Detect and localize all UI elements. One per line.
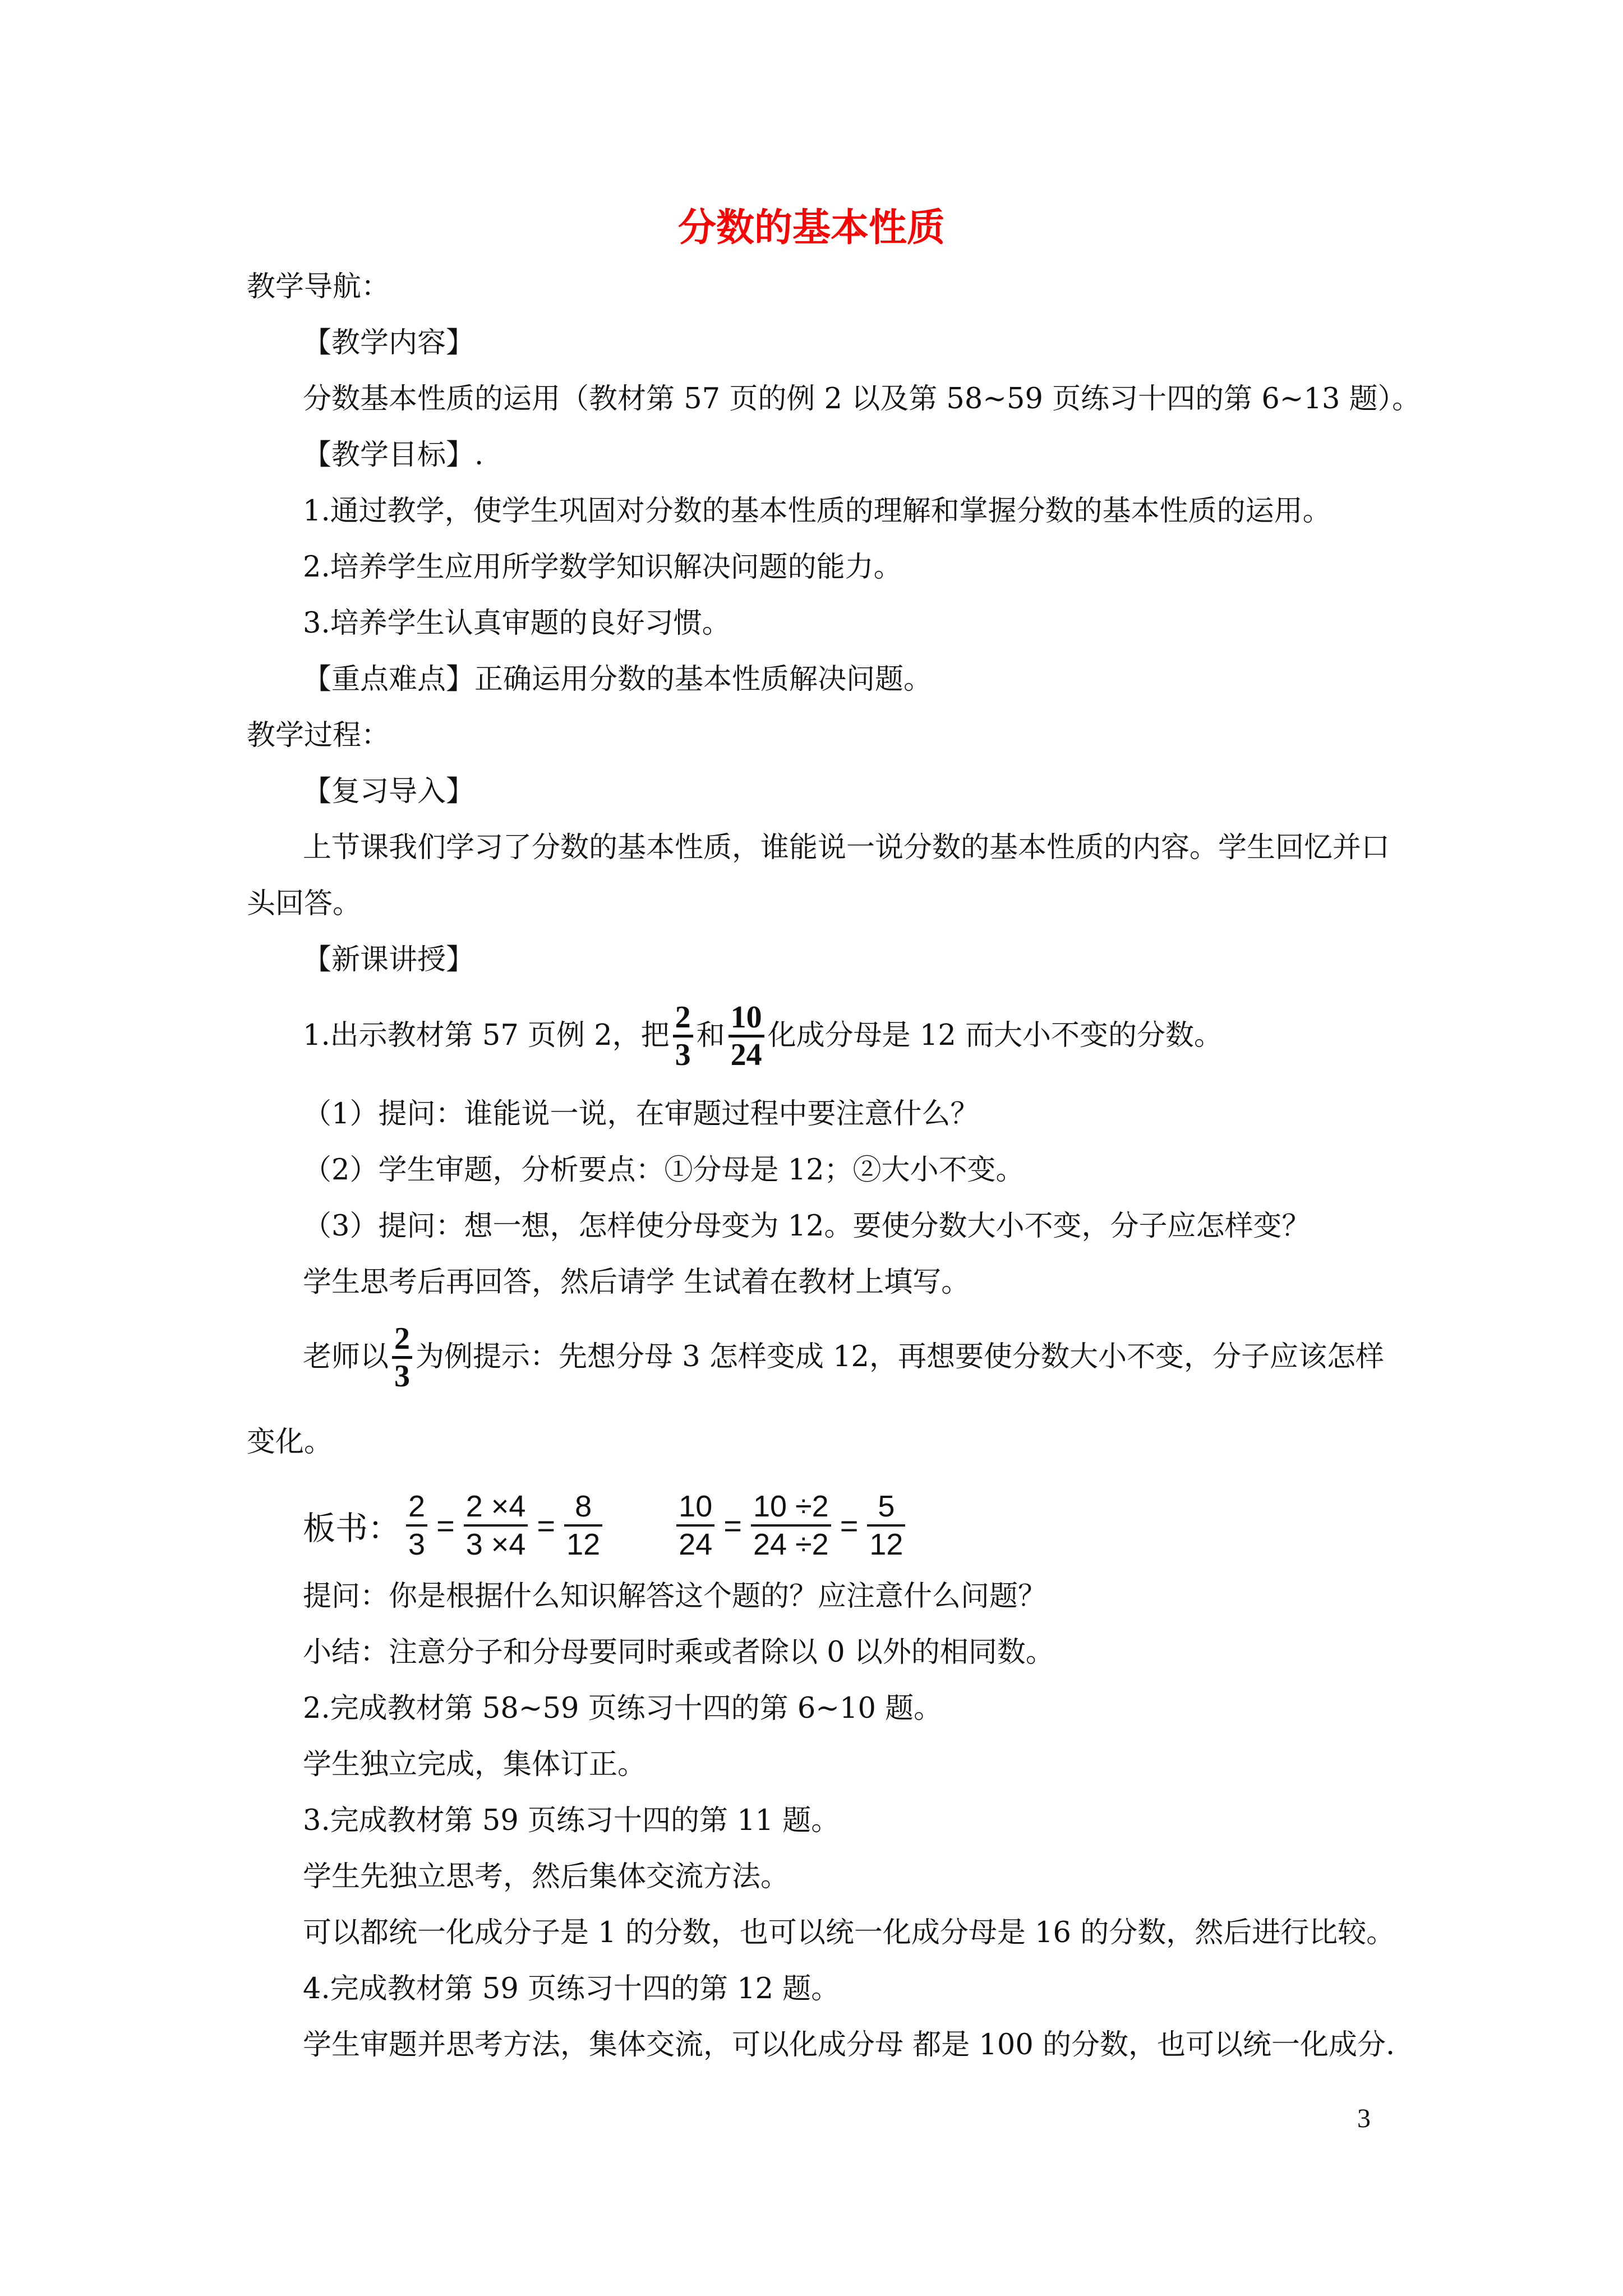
fraction-numerator: 2 [394, 1321, 411, 1356]
fraction-denominator: 3 [394, 1358, 411, 1394]
example-1-mid: 和 [696, 1019, 725, 1052]
equals-sign: = [436, 1507, 455, 1543]
section-heading-teaching-guide: 教学导航： [247, 270, 390, 303]
goal-item-2: 2.培养学生应用所学数学知识解决问题的能力。 [303, 551, 902, 584]
board-fraction [751, 1488, 831, 1562]
fraction-denominator: 3 [675, 1037, 691, 1072]
review-paragraph-cont: 头回答。 [247, 887, 362, 920]
page-number: 3 [1357, 2104, 1371, 2133]
fraction-denominator: 12 [869, 1528, 903, 1561]
teacher-hint-prefix: 老师以 [303, 1340, 389, 1373]
blackboard-equations [303, 1481, 909, 1570]
fraction-numerator: 2 ×4 [465, 1490, 526, 1523]
board-fraction [406, 1488, 427, 1562]
key-points: 【重点难点】正确运用分数的基本性质解决问题。 [303, 663, 933, 696]
fraction-ten-twentyfourths [728, 1000, 764, 1072]
fraction-numerator: 2 [408, 1490, 426, 1523]
summary: 小结：注意分子和分母要同时乘或者除以 0 以外的相同数。 [303, 1636, 1054, 1669]
board-fraction [564, 1488, 602, 1562]
board-fraction [676, 1488, 714, 1562]
teacher-hint-suffix: 为例提示：先想分母 3 怎样变成 12，再想要使分数大小不变，分子应该怎样 [416, 1340, 1384, 1373]
exercise-3: 3.完成教材第 59 页练习十四的第 11 题。 [303, 1804, 840, 1837]
fraction-denominator: 24 [730, 1037, 762, 1072]
exercise-4-note: 学生审题并思考方法，集体交流，可以化成分母 都是 100 的分数，也可以统一化成分. [303, 2028, 1395, 2062]
heading-teaching-content: 【教学内容】 [303, 326, 475, 359]
teacher-hint-line [303, 1315, 1384, 1399]
goal-item-1: 1.通过教学，使学生巩固对分数的基本性质的理解和掌握分数的基本性质的运用。 [303, 495, 1331, 528]
question-knowledge: 提问：你是根据什么知识解答这个题的？应注意什么问题？ [303, 1580, 1047, 1613]
teacher-hint-cont: 变化。 [247, 1426, 333, 1459]
fraction-numerator: 2 [675, 999, 691, 1035]
page-title: 分数的基本性质 [677, 206, 945, 250]
review-paragraph: 上节课我们学习了分数的基本性质，谁能说一说分数的基本性质的内容。学生回忆并口 [303, 831, 1390, 864]
fraction-numerator: 8 [575, 1490, 592, 1523]
student-activity: 学生思考后再回答，然后请学 生试着在教材上填写。 [303, 1266, 970, 1299]
fraction-two-thirds [673, 1000, 693, 1072]
fraction-denominator: 3 [408, 1528, 426, 1561]
board-fraction [867, 1488, 905, 1562]
question-3: （3）提问：想一想，怎样使分母变为 12。要使分数大小不变，分子应怎样变？ [303, 1210, 1311, 1243]
fraction-numerator: 5 [878, 1490, 895, 1523]
example-1-prefix: 1.出示教材第 57 页例 2，把 [303, 1019, 670, 1052]
exercise-2-note: 学生独立完成，集体订正。 [303, 1748, 647, 1781]
exercise-4: 4.完成教材第 59 页练习十四的第 12 题。 [303, 1972, 840, 2005]
fraction-denominator: 24 [679, 1528, 713, 1561]
heading-teaching-goals: 【教学目标】. [303, 439, 484, 472]
exercise-3-note: 学生先独立思考，然后集体交流方法。 [303, 1860, 790, 1893]
fraction-denominator: 24 ÷2 [753, 1528, 829, 1561]
question-2: （2）学生审题，分析要点：①分母是 12；②大小不变。 [303, 1154, 1025, 1187]
board-fraction [464, 1488, 528, 1562]
exercise-3-method: 可以都统一化成分子是 1 的分数，也可以统一化成分母是 16 的分数，然后进行比较。 [303, 1916, 1395, 1949]
fraction-denominator: 12 [566, 1528, 601, 1561]
equals-sign: = [723, 1507, 742, 1543]
heading-new-lesson: 【新课讲授】 [303, 943, 475, 976]
exercise-2: 2.完成教材第 58~59 页练习十四的第 6~10 题。 [303, 1692, 943, 1725]
fraction-denominator: 3 ×4 [465, 1528, 526, 1561]
fraction-numerator: 10 [679, 1490, 713, 1523]
paragraph-content: 分数基本性质的运用（教材第 57 页的例 2 以及第 58~59 页练习十四的第 6~13 题）。 [303, 382, 1421, 416]
question-1: （1）提问：谁能说一说，在审题过程中要注意什么？ [303, 1098, 979, 1131]
fraction-numerator: 10 [730, 999, 762, 1035]
fraction-two-thirds [392, 1321, 412, 1394]
example-1-line [303, 994, 1223, 1078]
board-label: 板书： [303, 1509, 401, 1547]
goal-item-3: 3.培养学生认真审题的良好习惯。 [303, 607, 731, 640]
equals-sign: = [537, 1507, 556, 1543]
heading-review: 【复习导入】 [303, 775, 475, 808]
equals-sign: = [840, 1507, 859, 1543]
fraction-numerator: 10 ÷2 [753, 1490, 829, 1523]
section-heading-process: 教学过程： [247, 719, 390, 752]
example-1-suffix: 化成分母是 12 而大小不变的分数。 [767, 1019, 1223, 1052]
